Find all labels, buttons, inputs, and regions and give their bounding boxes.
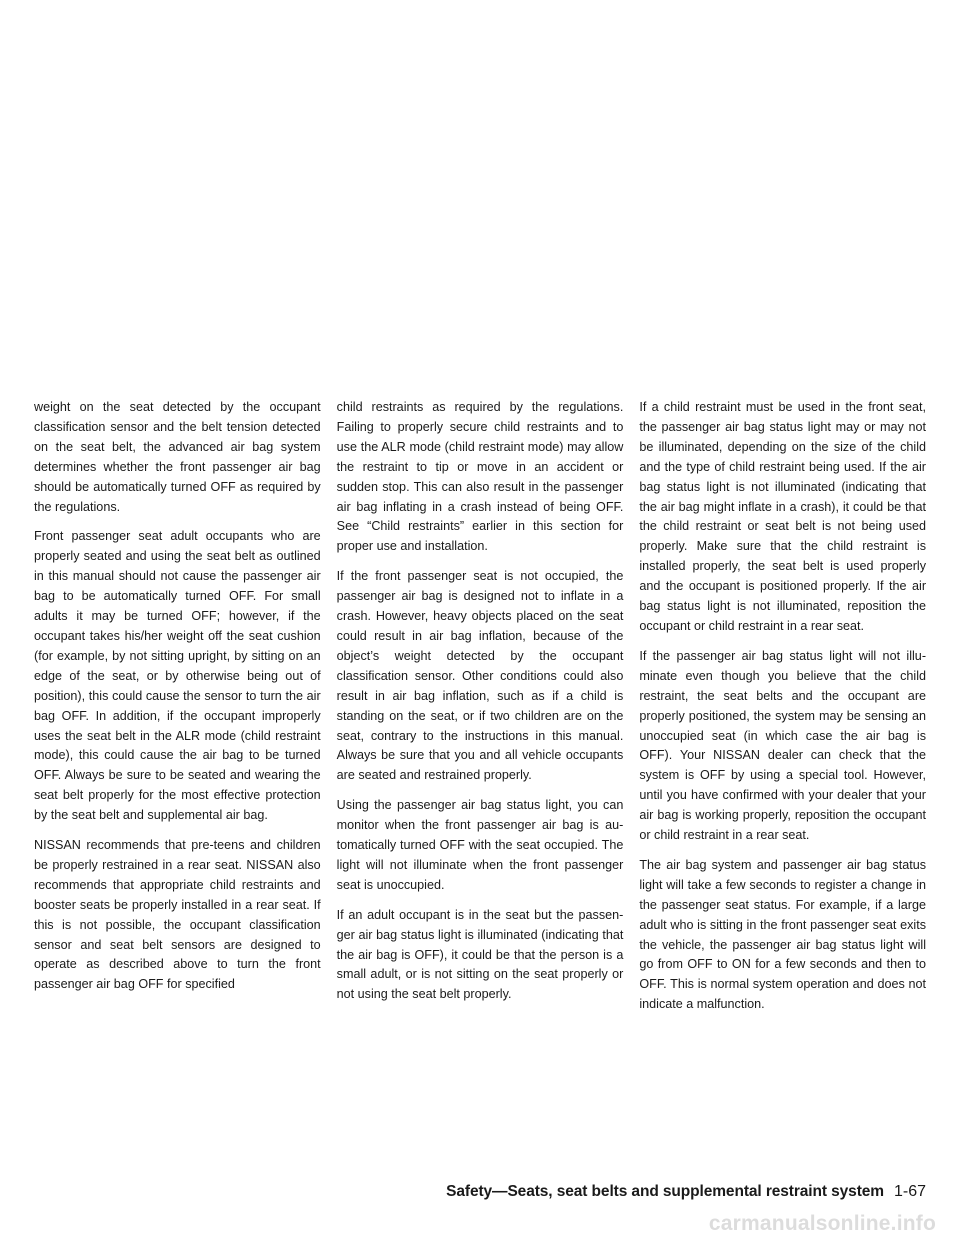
paragraph: NISSAN recommends that pre-teens and children be properly restrained in a rear seat. NISSAN also recommends that appropriate child restraints and booster seats be properly installed in a rear seat. If this is not possible, the occupant classification sensor and seat belt sensors are designed to operate as described above to turn the front passenger air bag OFF for specified	[34, 838, 321, 992]
paragraph: The air bag system and passenger air bag status light will take a few seconds to register a change in the passenger seat status. For example, if a large adult who is sitting in the front passenger seat exits the vehicle, the passenger air bag status light will go from OFF to ON for a few seconds and then to OFF. This is normal system operation and does not indicate a malfunction.	[639, 857, 927, 1012]
paragraph: weight on the seat detected by the occupant classification sensor and the belt tension detected on the seat belt, the advanced air bag system determines whether the front passenger air bag should be automatically turned OFF as required by the regulations.	[34, 400, 321, 514]
text-column-3	[639, 398, 926, 1025]
paragraph: If a child restraint must be used in the front seat, the passenger air bag status light may or may not be illuminated, depending on the size of the child and the type of child restraint being used. If the air bag status light is not illuminated (indicating that the air bag might inflate in a crash), it could be that the child restraint or seat belt is not being used properly. Make sure that the child restraint is installed properly, the seat belt is used properly and the occupant is positioned properly. If the air bag status light is not illuminated, reposition the occupant or child restraint in a rear seat.	[639, 400, 927, 633]
paragraph: Using the passenger air bag status light, you can monitor when the front passenger air bag is automatically turned OFF with the seat occupied. The light will not illuminate when the front passenger seat is unoccupied.	[336, 798, 624, 892]
page-footer	[446, 1183, 926, 1201]
body-text-columns	[34, 398, 926, 1025]
paragraph: child restraints as required by the regulations. Failing to properly secure child restraints and to use the ALR mode (child restraint mode) may allow the restraint to tip or move in an accident or sudden stop. This can also result in the passenger air bag inflating in a crash instead of being OFF. See “Child restraints” earlier in this section for proper use and installation.	[336, 400, 624, 554]
text-column-1	[34, 398, 321, 1025]
text-column-2	[337, 398, 624, 1025]
paragraph: Front passenger seat adult occupants who are properly seated and using the seat belt as outlined in this manual should not cause the passenger air bag to be automatically turned OFF. For small adults it may be turned OFF; however, if the occupant takes his/her weight off the seat cushion (for example, by not sitting upright, by sitting on an edge of the seat, or by otherwise being out of position), this could cause the sensor to turn the air bag OFF. In addition, if the occupant improperly uses the seat belt in the ALR mode (child restraint mode), this could cause the air bag to be turned OFF. Always be sure to be seated and wearing the seat belt properly for the most effective protection by the seat belt and supplemental air bag.	[34, 529, 321, 823]
footer-section-title: Safety—Seats, seat belts and supplemental restraint system	[446, 1183, 884, 1200]
watermark: carmanualsonline.info	[708, 1212, 936, 1235]
page-number: 1-67	[893, 1183, 926, 1200]
paragraph: If an adult occupant is in the seat but the passenger air bag status light is illuminated (indicating that the air bag is OFF), it could be that the person is a small adult, or is not sitting on the seat properly or not using the seat belt properly.	[336, 907, 624, 1002]
paragraph: If the front passenger seat is not occupied, the passenger air bag is designed not to inflate in a crash. However, heavy objects placed on the seat could result in air bag inflation, because of the object’s weight detected by the occupant classification sensor. Other conditions could also result in air bag inflation, such as if a child is standing on the seat, or if two children are on the seat, contrary to the instructions in this manual. Always be sure that you and all vehicle occupants are seated and restrained properly.	[336, 569, 624, 783]
paragraph: If the passenger air bag status light will not illuminate even though you believe that the child restraint, the seat belts and the occupant are properly positioned, the system may be sensing an unoccupied seat (in which case the air bag is OFF). Your NISSAN dealer can check that the system is OFF by using a special tool. However, until you have confirmed with your dealer that your air bag is working properly, reposition the occupant or child restraint in a rear seat.	[639, 648, 927, 843]
